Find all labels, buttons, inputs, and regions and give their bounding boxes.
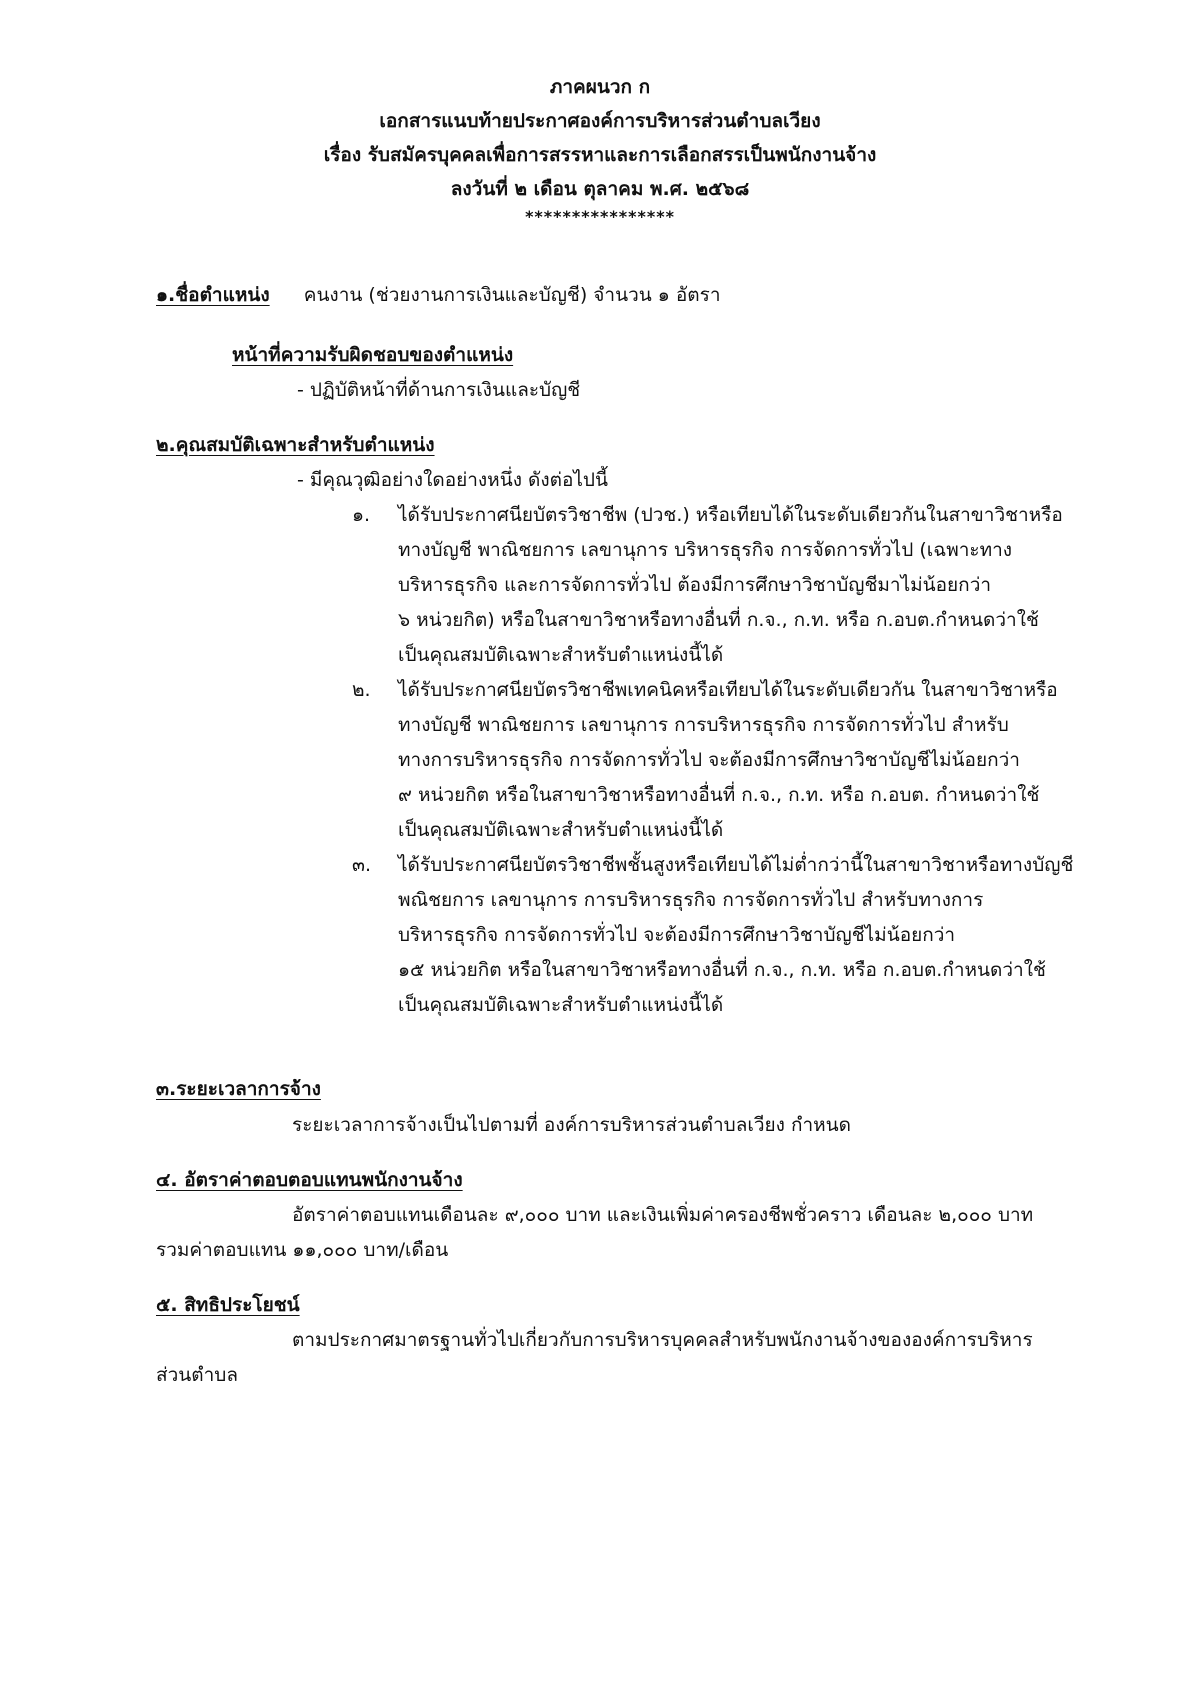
qualification-item (352, 848, 1073, 1023)
qualification-line: เป็นคุณสมบัติเฉพาะสำหรับตำแหน่งนี้ได้ (398, 994, 724, 1016)
section3-heading: ๓.ระยะเวลาการจ้าง (156, 1078, 321, 1100)
section1-row (156, 278, 721, 312)
qualification-number: ๑. (352, 504, 371, 526)
section5-line1: ตามประกาศมาตรฐานทั่วไปเกี่ยวกับการบริหารบุคคลสำหรับพนักงานจ้างขององค์การบริหาร (292, 1329, 1033, 1351)
qualification-line: ทางบัญชี พาณิชยการ เลขานุการ การบริหารธุรกิจ การจัดการทั่วไป สำหรับ (398, 714, 1009, 736)
qualification-line: ๑๕ หน่วยกิต หรือในสาขาวิชาหรือทางอื่นที่ ก.จ., ก.ท. หรือ ก.อบต.กำหนดว่าใช้ (398, 959, 1046, 981)
qualification-number: ๓. (352, 854, 372, 876)
qualification-line: ๖ หน่วยกิต) หรือในสาขาวิชาหรือทางอื่นที่ ก.จ., ก.ท. หรือ ก.อบต.กำหนดว่าใช้ (398, 609, 1039, 631)
qualification-number: ๒. (352, 679, 371, 701)
section2-intro: - มีคุณวุฒิอย่างใดอย่างหนึ่ง ดังต่อไปนี้ (297, 469, 608, 491)
section5-line2: ส่วนตำบล (156, 1364, 238, 1386)
qualification-line: เป็นคุณสมบัติเฉพาะสำหรับตำแหน่งนี้ได้ (398, 644, 724, 666)
section4-line2: รวมค่าตอบแทน ๑๑,๐๐๐ บาท/เดือน (156, 1239, 449, 1261)
qualification-item (352, 498, 1073, 673)
qualification-line: ทางการบริหารธุรกิจ การจัดการทั่วไป จะต้องมีการศึกษาวิชาบัญชีไม่น้อยกว่า (398, 749, 1020, 771)
qualification-line: ทางบัญชี พาณิชยการ เลขานุการ บริหารธุรกิจ การจัดการทั่วไป (เฉพาะทาง (398, 539, 1013, 561)
date-line: ลงวันที่ ๒ เดือน ตุลาคม พ.ศ. ๒๕๖๘ (450, 178, 750, 200)
section4-heading: ๔. อัตราค่าตอบตอบแทนพนักงานจ้าง (156, 1169, 463, 1191)
qualification-line: พณิชยการ เลขานุการ การบริหารธุรกิจ การจัดการทั่วไป สำหรับทางการ (398, 889, 984, 911)
section3-text: ระยะเวลาการจ้างเป็นไปตามที่ องค์การบริหารส่วนตำบลเวียง กำหนด (292, 1114, 851, 1136)
qualification-line: บริหารธุรกิจ การจัดการทั่วไป จะต้องมีการศึกษาวิชาบัญชีไม่น้อยกว่า (398, 924, 956, 946)
attachment-title: เอกสารแนบท้ายประกาศองค์การบริหารส่วนตำบลเวียง (379, 110, 821, 132)
qualification-line: ๙ หน่วยกิต หรือในสาขาวิชาหรือทางอื่นที่ ก.จ., ก.ท. หรือ ก.อบต. กำหนดว่าใช้ (398, 784, 1040, 806)
star-divider: **************** (525, 207, 675, 226)
appendix-title: ภาคผนวก ก (549, 76, 651, 98)
qualification-line: ได้รับประกาศนียบัตรวิชาชีพ (ปวช.) หรือเทียบได้ในระดับเดียวกันในสาขาวิชาหรือ (398, 504, 1063, 526)
subject-line: เรื่อง รับสมัครบุคคลเพื่อการสรรหาและการเลือกสรรเป็นพนักงานจ้าง (323, 144, 877, 166)
qualification-line: บริหารธุรกิจ และการจัดการทั่วไป ต้องมีการศึกษาวิชาบัญชีมาไม่น้อยกว่า (398, 574, 992, 596)
qualification-item (352, 673, 1073, 848)
section4-line1: อัตราค่าตอบแทนเดือนละ ๙,๐๐๐ บาท และเงินเพิ่มค่าครองชีพชั่วคราว เดือนละ ๒,๐๐๐ บาท (292, 1204, 1034, 1226)
section5-heading: ๕. สิทธิประโยชน์ (156, 1294, 300, 1316)
section1-heading: ๑.ชื่อตำแหน่ง (156, 284, 270, 306)
qualification-list (352, 498, 1073, 1023)
duties-heading: หน้าที่ความรับผิดชอบของตำแหน่ง (232, 344, 514, 366)
qualification-line: ได้รับประกาศนียบัตรวิชาชีพเทคนิคหรือเทียบได้ในระดับเดียวกัน ในสาขาวิชาหรือ (398, 679, 1058, 701)
section2-heading: ๒.คุณสมบัติเฉพาะสำหรับตำแหน่ง (156, 434, 435, 456)
section1-value: คนงาน (ช่วยงานการเงินและบัญชี) จำนวน ๑ อัตรา (303, 284, 721, 306)
document-header (0, 70, 1200, 228)
duties-item: - ปฏิบัติหน้าที่ด้านการเงินและบัญชี (297, 379, 581, 401)
qualification-line: ได้รับประกาศนียบัตรวิชาชีพชั้นสูงหรือเทียบได้ไม่ต่ำกว่านี้ในสาขาวิชาหรือทางบัญชี (398, 854, 1074, 876)
qualification-line: เป็นคุณสมบัติเฉพาะสำหรับตำแหน่งนี้ได้ (398, 819, 724, 841)
